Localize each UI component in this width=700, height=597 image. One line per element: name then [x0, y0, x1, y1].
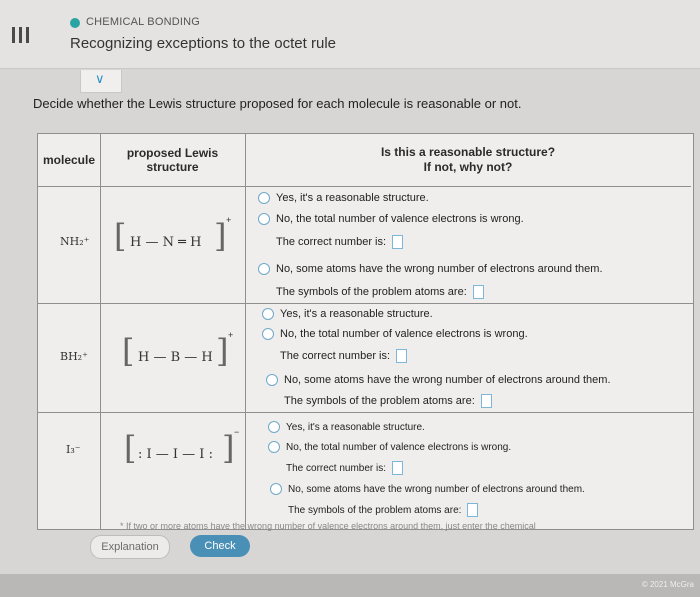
- lewis-structure: H — B — H: [138, 350, 213, 365]
- option-wrong-atoms[interactable]: [258, 263, 603, 275]
- molecule-cell: [38, 304, 101, 412]
- header-lewis: proposed Lewis structure: [100, 134, 246, 187]
- left-bracket: [: [122, 332, 135, 370]
- symbols-prompt: [288, 503, 478, 517]
- molecule-formula: NH₂⁺: [60, 235, 90, 248]
- table-row: [38, 304, 693, 413]
- option-label: Yes, it's a reasonable structure.: [276, 192, 429, 204]
- header-question-line1: Is this a reasonable structure?: [380, 145, 556, 159]
- menu-icon[interactable]: [12, 27, 34, 43]
- option-label: No, the total number of valence electrons is wrong.: [276, 213, 524, 225]
- symbols-prompt: [284, 394, 492, 408]
- option-label: No, the total number of valence electrons is wrong.: [286, 441, 512, 453]
- page-title: Recognizing exceptions to the octet rule: [70, 35, 336, 52]
- header-question-line2: If not, why not?: [423, 160, 513, 174]
- left-bracket: [: [124, 429, 137, 467]
- answer-table: [37, 133, 694, 530]
- option-wrong-atoms[interactable]: [270, 483, 585, 495]
- correct-number-label: The correct number is:: [280, 350, 391, 362]
- table-row: [38, 413, 693, 529]
- symbols-prompt: [276, 285, 484, 299]
- ion-charge: +: [228, 330, 234, 340]
- topic-status-dot-icon: [70, 18, 80, 28]
- radio-button[interactable]: [262, 308, 274, 320]
- question-prompt: Decide whether the Lewis structure proposed for each molecule is reasonable or not.: [33, 96, 522, 111]
- molecule-cell: [38, 187, 101, 303]
- correct-number-prompt: [286, 461, 403, 475]
- left-bracket: [: [114, 217, 127, 255]
- correct-number-label: The correct number is:: [276, 236, 387, 248]
- radio-button[interactable]: [266, 374, 278, 386]
- correct-number-label: The correct number is:: [286, 462, 387, 474]
- header-molecule: molecule: [38, 134, 101, 187]
- copyright: © 2021 McGra: [641, 580, 694, 589]
- molecule-formula: I₃⁻: [66, 443, 81, 456]
- ion-charge: +: [226, 215, 232, 225]
- lewis-cell: [100, 187, 246, 303]
- chevron-down-icon: ∨: [95, 71, 105, 86]
- molecule-formula: BH₂⁺: [60, 350, 88, 363]
- option-label: No, some atoms have the wrong number of electrons around them.: [276, 263, 603, 275]
- molecule-cell: [38, 413, 101, 529]
- header-question: [245, 134, 691, 187]
- check-button[interactable]: Check: [190, 535, 250, 557]
- right-bracket: ]: [216, 332, 229, 370]
- option-yes[interactable]: [262, 308, 433, 320]
- symbols-label: The symbols of the problem atoms are:: [284, 395, 475, 407]
- correct-number-input[interactable]: [392, 235, 403, 249]
- table-row: [38, 187, 693, 304]
- correct-number-prompt: [276, 235, 403, 249]
- symbols-input[interactable]: [481, 394, 492, 408]
- option-label: Yes, it's a reasonable structure.: [286, 421, 425, 433]
- right-bracket: ]: [222, 429, 235, 467]
- option-wrong-valence[interactable]: [258, 213, 524, 225]
- option-wrong-valence[interactable]: [262, 328, 528, 340]
- correct-number-input[interactable]: [392, 461, 403, 475]
- radio-button[interactable]: [268, 441, 280, 453]
- option-label: Yes, it's a reasonable structure.: [280, 308, 433, 320]
- correct-number-prompt: [280, 349, 407, 363]
- lewis-structure: : I — I — I :: [138, 447, 213, 462]
- explanation-button[interactable]: Explanation: [90, 535, 170, 559]
- top-bar: [0, 0, 700, 69]
- ion-charge: −: [234, 427, 240, 437]
- radio-button[interactable]: [258, 263, 270, 275]
- lewis-cell: [100, 304, 246, 412]
- radio-button[interactable]: [258, 213, 270, 225]
- option-label: No, some atoms have the wrong number of electrons around them.: [284, 374, 611, 386]
- radio-button[interactable]: [268, 421, 280, 433]
- taskbar: [0, 574, 700, 597]
- symbols-input[interactable]: [473, 285, 484, 299]
- radio-button[interactable]: [258, 192, 270, 204]
- collapse-toggle[interactable]: [80, 70, 122, 93]
- option-label: No, some atoms have the wrong number of electrons around them.: [288, 483, 585, 495]
- symbols-label: The symbols of the problem atoms are:: [288, 504, 462, 516]
- footnote: * If two or more atoms have the wrong number of valence electrons around them, just enter the chemical: [120, 521, 536, 531]
- lewis-cell: [100, 413, 246, 529]
- option-yes[interactable]: [258, 192, 429, 204]
- radio-button[interactable]: [262, 328, 274, 340]
- option-wrong-atoms[interactable]: [266, 374, 611, 386]
- option-wrong-valence[interactable]: [268, 441, 511, 453]
- option-label: No, the total number of valence electrons is wrong.: [280, 328, 528, 340]
- lewis-structure: H — N ═ H: [130, 235, 202, 250]
- correct-number-input[interactable]: [396, 349, 407, 363]
- option-yes[interactable]: [268, 421, 425, 433]
- symbols-input[interactable]: [467, 503, 478, 517]
- right-bracket: ]: [214, 217, 227, 255]
- radio-button[interactable]: [270, 483, 282, 495]
- topic-label: CHEMICAL BONDING: [86, 16, 201, 28]
- symbols-label: The symbols of the problem atoms are:: [276, 286, 467, 298]
